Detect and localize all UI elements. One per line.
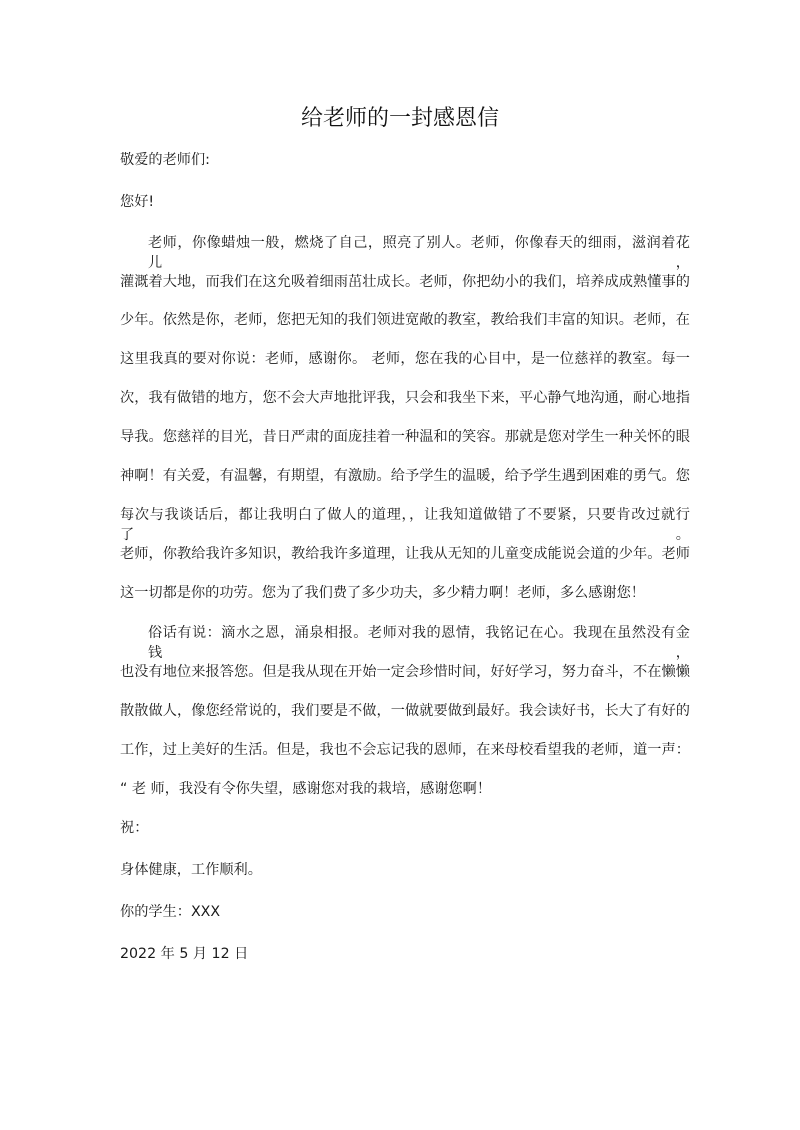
- paragraph2-line: 俗话有说：滴水之恩，涌泉相报。老师对我的恩情，我铭记在心。我现在虽然没有金钱，: [148, 625, 690, 661]
- paragraph2-line: 散散做人，像您经常说的，我们要是不做，一做就要做到最好。我会读好书，长大了有好的: [120, 703, 690, 719]
- paragraph1-line: 神啊！有关爱，有温馨，有期望，有激励。给予学生的温暖，给予学生遇到困难的勇气。您: [120, 468, 690, 484]
- paragraph1-line: 少年。依然是你，老师，您把无知的我们领进宽敞的教室，教给我们丰富的知识。老师，在: [120, 312, 690, 328]
- paragraph2-line: 工作，过上美好的生活。但是，我也不会忘记我的恩师，在来母校看望我的老师，道一声：: [120, 742, 690, 758]
- wish: 身体健康，工作顺利。: [120, 862, 262, 878]
- closing: 祝：: [120, 820, 149, 836]
- greeting: 您好!: [120, 194, 155, 210]
- paragraph1-line: 灌溉着大地，而我们在这允吸着细雨茁壮成长。老师，你把幼小的我们，培养成成熟懂事的: [120, 274, 690, 290]
- paragraph1-line: 每次与我谈话后，都让我明白了做人的道理，，让我知道做错了不要紧，只要肯改过就行了。: [120, 507, 690, 543]
- salutation: 敬爱的老师们:: [120, 152, 210, 168]
- paragraph1-line: 导我。您慈祥的目光，昔日严肃的面庞挂着一种温和的笑容。那就是您对学生一种关怀的眼: [120, 429, 690, 445]
- paragraph2-line: 也没有地位来报答您。但是我从现在开始一定会珍惜时间，好好学习，努力奋斗，不在懒懒: [120, 664, 690, 680]
- paragraph1-line: 老师，你像蜡烛一般，燃烧了自己，照亮了别人。老师，你像春天的细雨，滋润着花儿，: [148, 235, 690, 271]
- signature: 你的学生：XXX: [120, 904, 221, 920]
- letter-date: 2022 年 5 月 12 日: [120, 946, 249, 962]
- paragraph1-line: 次，我有做错的地方，您不会大声地批评我，只会和我坐下来，平心静气地沟通，耐心地指: [120, 390, 690, 406]
- paragraph2-line: “ 老 师，我没有令你失望，感谢您对我的栽培，感谢您啊！: [120, 781, 492, 797]
- paragraph1-line: 这一切都是你的功劳。您为了我们费了多少功夫，多少精力啊！老师，多么感谢您！: [120, 585, 645, 601]
- paragraph1-line: 这里我真的要对你说：老师，感谢你。 老师，您在我的心目中，是一位慈祥的教室。每一: [120, 351, 690, 367]
- letter-title: 给老师的一封感恩信: [300, 106, 499, 131]
- paragraph1-line: 老师，你教给我许多知识，教给我许多道理，让我从无知的儿童变成能说会道的少年。老师: [120, 546, 690, 562]
